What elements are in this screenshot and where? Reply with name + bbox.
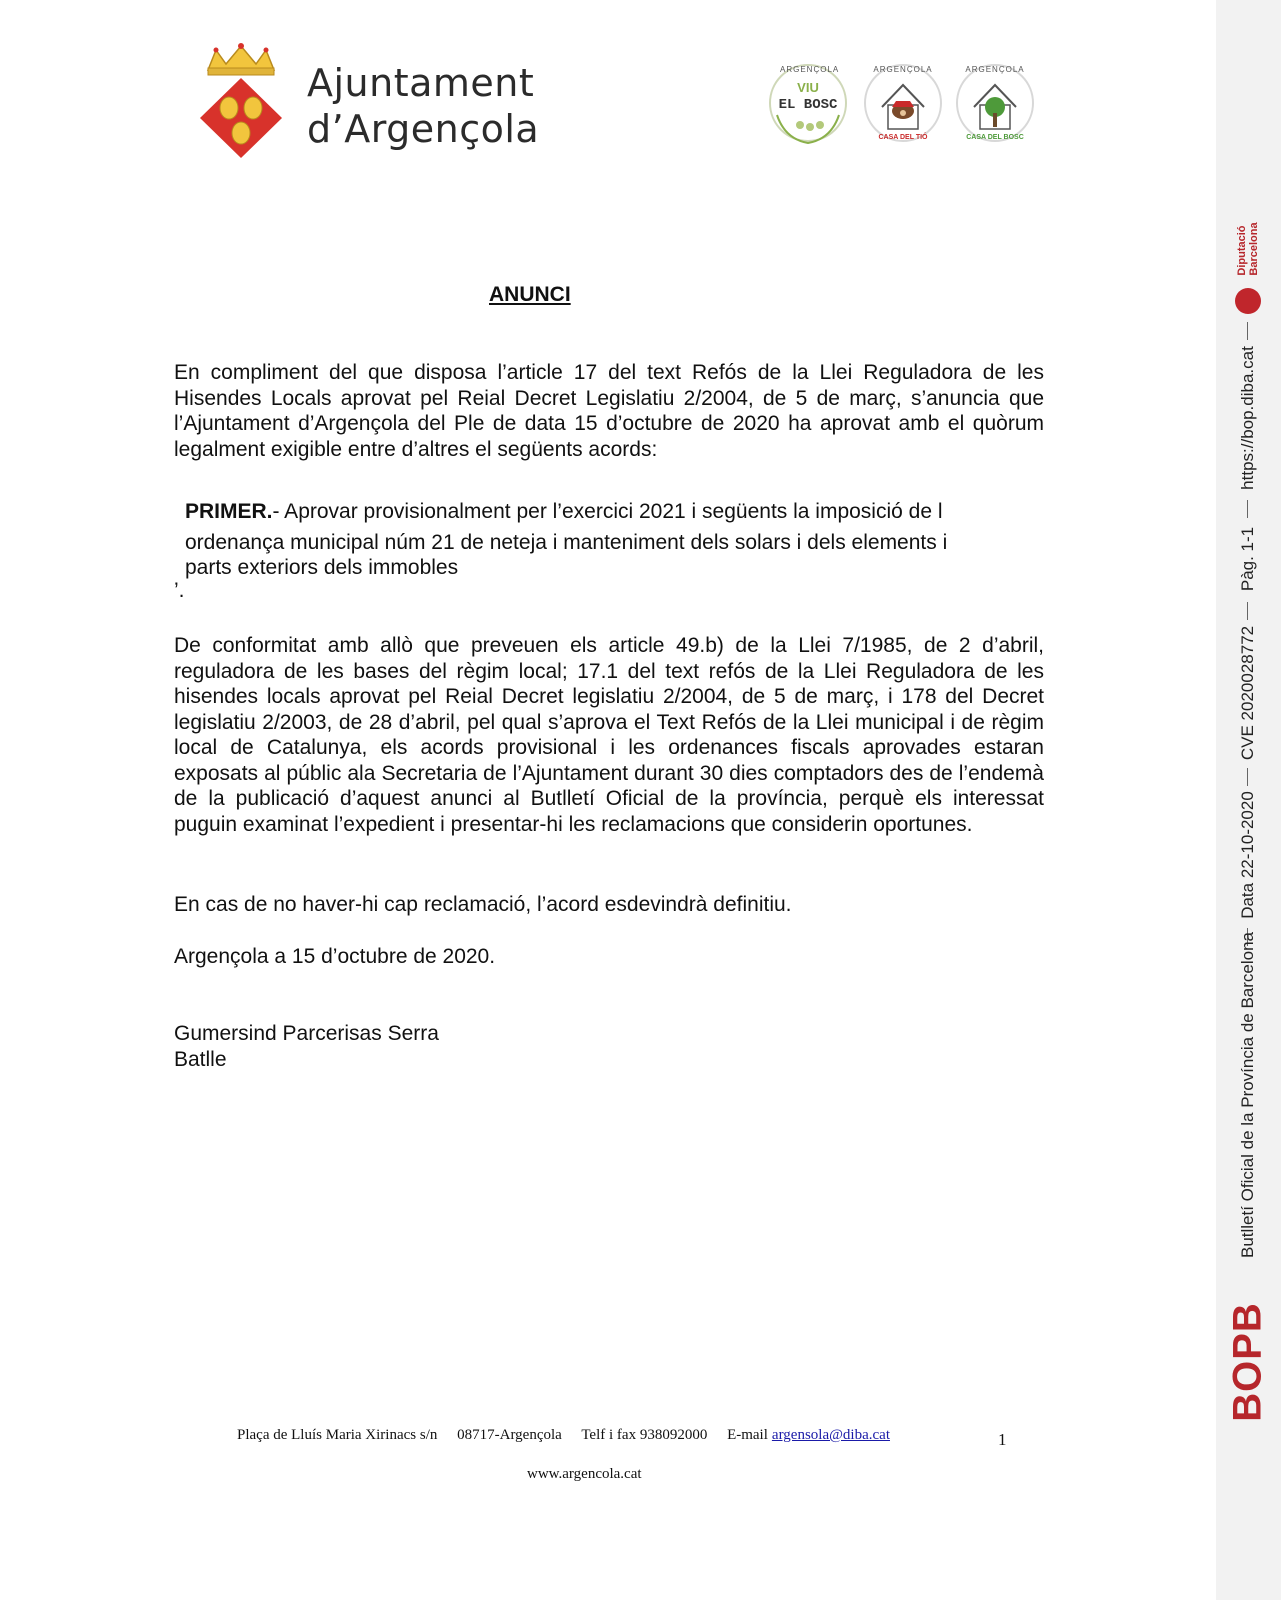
primer-agreement xyxy=(185,498,1015,582)
no-claims-paragraph: En cas de no haver-hi cap reclamació, l’acord esdevindrà definitiu. xyxy=(174,893,792,916)
stray-mark: ’. xyxy=(174,579,185,602)
sidebar-date: Data 22-10-2020 xyxy=(1238,791,1257,919)
footer-contact xyxy=(237,1427,890,1444)
diputacio-line2: Barcelona xyxy=(1248,222,1260,276)
bopb-logo: BOPB xyxy=(1225,1302,1270,1422)
sidebar-separator xyxy=(1247,602,1248,620)
badge3-top-text: ARGENÇOLA xyxy=(965,65,1025,74)
sidebar-separator xyxy=(1247,500,1248,518)
sidebar-separator xyxy=(1247,322,1248,340)
diputacio-logo-icon xyxy=(1235,288,1261,314)
primer-line3: parts exteriors dels immobles xyxy=(185,556,459,579)
document-title: ANUNCI xyxy=(489,283,571,306)
badge2-top-text: ARGENÇOLA xyxy=(873,65,933,74)
badge3-bottom-text: CASA DEL BOSC xyxy=(966,134,1024,141)
footer-phone: Telf i fax 938092000 xyxy=(581,1427,708,1443)
primer-line1: - Aprovar provisionalment per l’exercici 2021 i següents la imposició de l xyxy=(272,500,943,523)
footer-website[interactable]: www.argencola.cat xyxy=(527,1466,642,1482)
page-number: 1 xyxy=(998,1430,1007,1449)
sidebar-page: Pàg. 1-1 xyxy=(1238,526,1257,592)
conformity-paragraph: De conformitat amb allò que preveuen els article 49.b) de la Llei 7/1985, de 2 d’abril, reguladora de les bases del règim local; 17.1 del text refós de la Llei Reguladora de les hisendes locals aprovat pel Reial Decret legislatiu 2/2004, de 5 de març, i 178 del Decret legislatiu 2/2003, de 28 d’abril, pel qual s’aprova el Text Refós de la Llei municipal i de règim local de Catalunya, els acords provisional i les ordenances fiscals aprovades estaran exposats al públic ala Secretaria de l’Ajuntament durant 30 dies comptadors des de l’endemà de la publicació d’aquest anunci al Butlletí Oficial de la província, perquè els interessat puguin examinat l’expedient i presentar-hi les reclamacions que considerin oportunes. xyxy=(174,634,1044,836)
diputacio-label xyxy=(1236,222,1260,275)
footer-email-link[interactable]: argensola@diba.cat xyxy=(771,1427,890,1443)
badge1-main2: EL BOSC xyxy=(778,97,838,113)
footer-address: Plaça de Lluís Maria Xirinacs s/n xyxy=(237,1427,438,1443)
signer-title: Batlle xyxy=(174,1048,227,1071)
municipality-line2: d’Argençola xyxy=(307,107,540,151)
intro-paragraph: En compliment del que disposa l’article 17 del text Refós de la Llei Reguladora de les Hisendes Locals aprovat pel Reial Decret Legislatiu 2/2004, de 5 de març, s’anuncia que l’Ajuntament d’Argençola del Ple de data 15 d’octubre de 2020 ha aprovat amb el quòrum legalment exigible entre d’altres el següents acords: xyxy=(174,361,1044,461)
municipality-name xyxy=(307,60,539,152)
diputacio-line1: Diputació xyxy=(1236,225,1248,276)
place-date-paragraph: Argençola a 15 d’octubre de 2020. xyxy=(174,945,496,968)
footer-email-label: E-mail xyxy=(727,1427,768,1443)
badge1-top-text: ARGENÇOLA xyxy=(780,65,840,74)
badge1-main1: VIU xyxy=(797,80,819,95)
sidebar-publication: Butlletí Oficial de la Província de Barcelona xyxy=(1238,931,1257,1259)
footer-postal: 08717-Argençola xyxy=(457,1427,562,1443)
primer-label: PRIMER. xyxy=(185,500,273,523)
sidebar-url[interactable]: https://bop.diba.cat xyxy=(1238,346,1257,490)
municipality-line1: Ajuntament xyxy=(307,61,535,105)
primer-line2: ordenança municipal núm 21 de neteja i manteniment dels solars i dels elements i xyxy=(185,531,948,554)
sidebar-separator xyxy=(1247,768,1248,786)
coat-of-arms-icon xyxy=(196,40,286,162)
signer-name: Gumersind Parcerisas Serra xyxy=(174,1022,439,1045)
badge2-bottom-text: CASA DEL TIÓ xyxy=(878,134,928,141)
signature-block xyxy=(174,1021,439,1073)
sidebar-cve: CVE 2020028772 xyxy=(1238,625,1257,761)
